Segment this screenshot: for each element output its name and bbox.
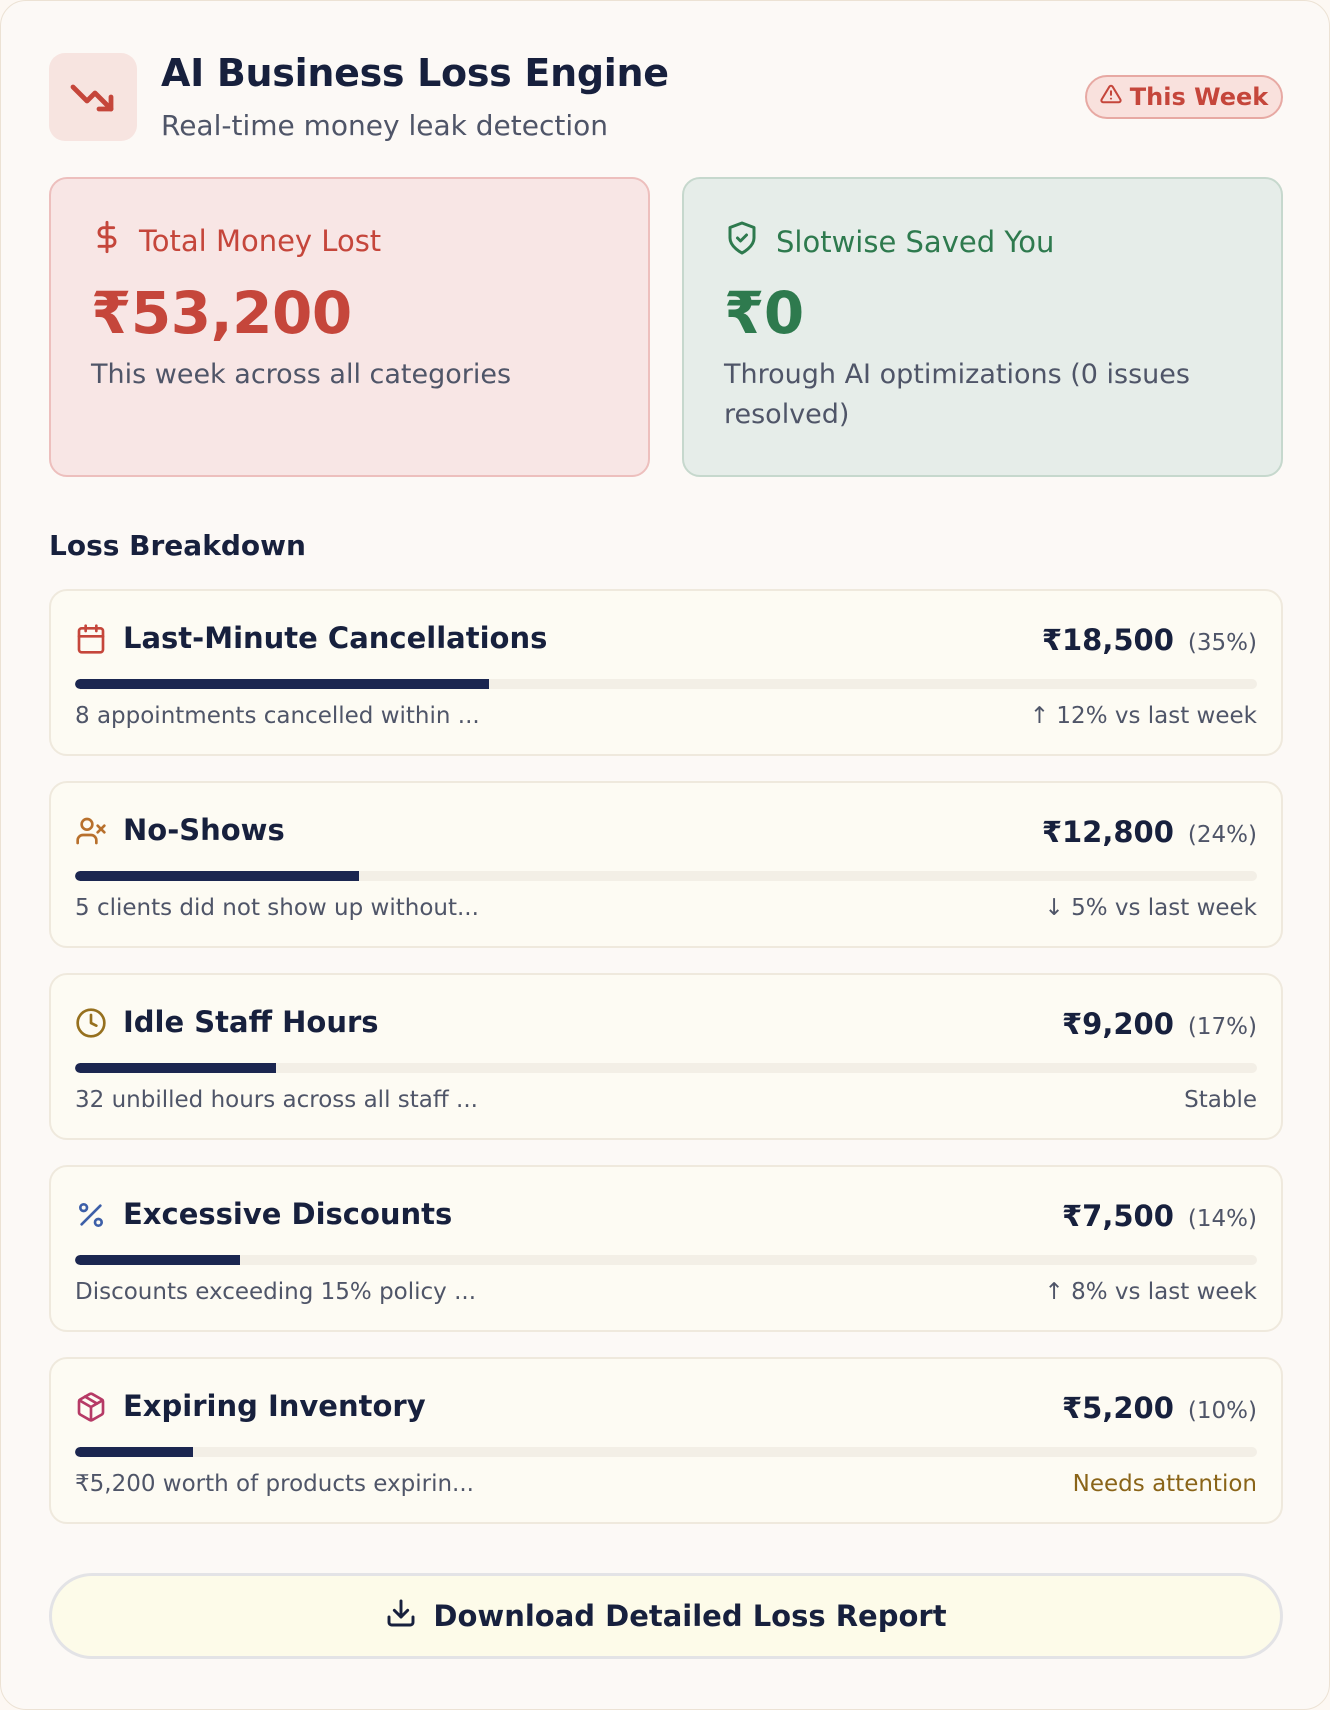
loss-item-name: Last-Minute Cancellations xyxy=(123,621,548,655)
trending-down-icon xyxy=(49,53,137,141)
loss-item-cancellations[interactable] xyxy=(49,589,1283,756)
loss-progress-track xyxy=(75,679,1257,689)
loss-item-percent: (24%) xyxy=(1187,822,1257,848)
loss-item-trend: Stable xyxy=(1184,1087,1257,1113)
loss-item-idle-staff[interactable] xyxy=(49,973,1283,1140)
period-badge-label: This Week xyxy=(1129,83,1269,111)
loss-item-inventory[interactable] xyxy=(49,1357,1283,1524)
loss-item-trend: Needs attention xyxy=(1072,1471,1257,1497)
period-badge[interactable] xyxy=(1085,75,1283,119)
shield-check-icon xyxy=(724,219,760,264)
loss-item-name: Excessive Discounts xyxy=(123,1197,453,1231)
saved-description: Through AI optimizations (0 issues resolved) xyxy=(724,359,1190,430)
loss-progress-fill xyxy=(75,871,359,881)
page-title: AI Business Loss Engine xyxy=(161,51,669,95)
loss-item-description: 8 appointments cancelled within ... xyxy=(75,703,480,729)
total-lost-value: ₹53,200 xyxy=(91,279,352,347)
loss-item-name: Idle Staff Hours xyxy=(123,1005,379,1039)
saved-value: ₹0 xyxy=(724,279,804,347)
calendar-icon xyxy=(75,623,107,655)
total-lost-card xyxy=(49,177,650,477)
saved-card xyxy=(682,177,1283,477)
package-icon xyxy=(75,1391,107,1423)
loss-item-amount: ₹12,800 xyxy=(1041,815,1174,849)
loss-item-name: No-Shows xyxy=(123,813,285,847)
download-report-label: Download Detailed Loss Report xyxy=(433,1599,947,1633)
loss-item-description: ₹5,200 worth of products expirin... xyxy=(75,1471,474,1497)
loss-progress-track xyxy=(75,1063,1257,1073)
loss-item-name: Expiring Inventory xyxy=(123,1389,426,1423)
user-x-icon xyxy=(75,815,107,847)
loss-progress-fill xyxy=(75,1063,276,1073)
saved-label: Slotwise Saved You xyxy=(776,224,1055,259)
loss-item-trend: ↑ 12% vs last week xyxy=(1029,703,1257,729)
section-title: Loss Breakdown xyxy=(49,529,306,562)
loss-item-discounts[interactable] xyxy=(49,1165,1283,1332)
loss-item-percent: (14%) xyxy=(1187,1206,1257,1232)
loss-progress-track xyxy=(75,1255,1257,1265)
alert-triangle-icon xyxy=(1100,83,1122,111)
loss-item-amount: ₹18,500 xyxy=(1041,623,1174,657)
loss-item-percent: (35%) xyxy=(1187,630,1257,656)
clock-icon xyxy=(75,1007,107,1039)
loss-item-description: Discounts exceeding 15% policy ... xyxy=(75,1279,477,1305)
loss-item-amount: ₹7,500 xyxy=(1062,1199,1174,1233)
loss-item-no-shows[interactable] xyxy=(49,781,1283,948)
loss-item-description: 32 unbilled hours across all staff ... xyxy=(75,1087,478,1113)
loss-progress-track xyxy=(75,1447,1257,1457)
loss-item-trend: ↑ 8% vs last week xyxy=(1044,1279,1257,1305)
loss-progress-fill xyxy=(75,1447,193,1457)
loss-item-description: 5 clients did not show up without... xyxy=(75,895,479,921)
page-subtitle: Real-time money leak detection xyxy=(161,109,608,142)
loss-item-trend: ↓ 5% vs last week xyxy=(1044,895,1257,921)
loss-item-amount: ₹5,200 xyxy=(1062,1391,1174,1425)
dollar-icon xyxy=(91,219,123,262)
loss-progress-fill xyxy=(75,679,489,689)
loss-item-percent: (10%) xyxy=(1187,1398,1257,1424)
percent-icon xyxy=(75,1199,107,1231)
loss-item-amount: ₹9,200 xyxy=(1062,1007,1174,1041)
download-report-button[interactable] xyxy=(49,1573,1283,1659)
loss-item-percent: (17%) xyxy=(1187,1014,1257,1040)
loss-progress-fill xyxy=(75,1255,240,1265)
loss-progress-track xyxy=(75,871,1257,881)
download-icon xyxy=(385,1597,417,1636)
total-lost-description: This week across all categories xyxy=(91,359,512,390)
total-lost-label: Total Money Lost xyxy=(139,223,382,258)
